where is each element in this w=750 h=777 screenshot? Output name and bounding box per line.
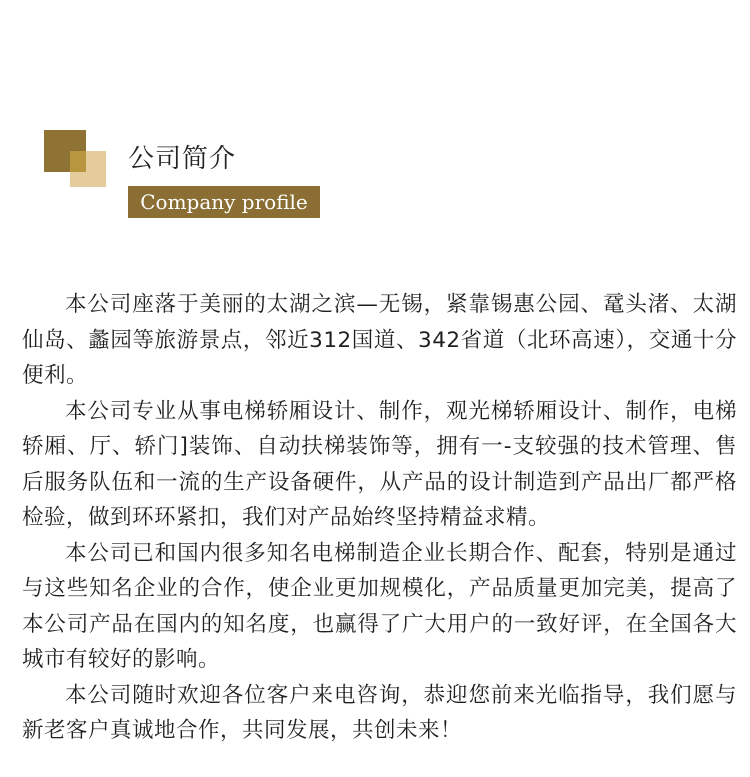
page-subtitle: Company profile [140,190,308,214]
page-title: 公司简介 [128,144,237,174]
paragraph-partnership: 本公司已和国内很多知名电梯制造企业长期合作、配套，特别是通过与这些知名企业的合作，使企业更加规模化，产品质量更加完美，提高了本公司产品在国内的知名度，也赢得了广大用户的一致好评，在全国各大城市有较好的影响。 [22,540,737,672]
decorative-square-overlap [70,151,86,172]
section-header [0,0,750,240]
company-description [22,287,737,749]
paragraph-location: 本公司座落于美丽的太湖之滨—无锡，紧靠锡惠公园、鼋头渚、太湖仙岛、蠡园等旅游景点，邻近312国道、342省道（北环高速），交通十分便利。 [22,292,737,388]
paragraph-welcome: 本公司随时欢迎各位客户来电咨询，恭迎您前来光临指导，我们愿与新老客户真诚地合作，共同发展，共创未来！ [22,682,737,743]
subtitle-banner [128,186,320,218]
paragraph-business: 本公司专业从事电梯轿厢设计、制作，观光梯轿厢设计、制作，电梯轿厢、厅、轿门]装饰、自动扶梯装饰等，拥有一-支较强的技术管理、售后服务队伍和一流的生产设备硬件，从产品的设计制造到产品出厂都严格检验，做到环环紧扣，我们对产品始终坚持精益求精。 [22,398,737,530]
